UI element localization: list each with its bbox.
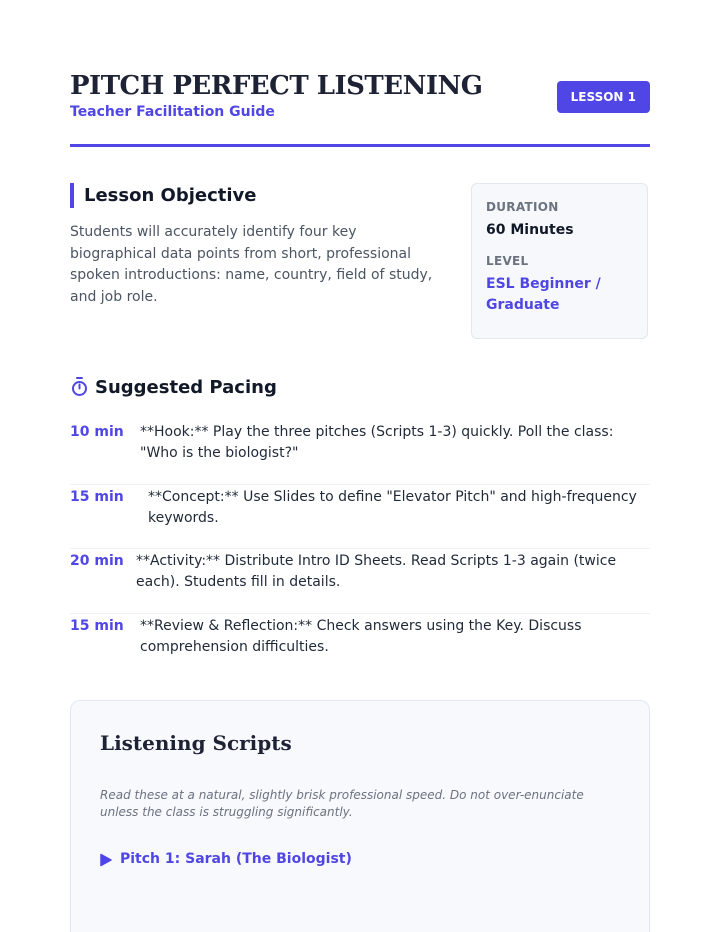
timer-icon — [70, 376, 89, 398]
level-label: LEVEL — [486, 254, 529, 268]
scripts-heading: Listening Scripts — [100, 731, 292, 755]
duration-label: DURATION — [486, 200, 559, 214]
pacing-time: 20 min — [70, 553, 124, 569]
page-header — [70, 70, 650, 120]
pacing-heading-row — [70, 376, 277, 398]
objective-text: Students will accurately identify four key biographical data points from short, professional spoken introductions: name, country, field of study, and job role. — [70, 224, 433, 305]
pitch-1-heading — [100, 851, 352, 867]
scripts-note: Read these at a natural, slightly brisk professional speed. Do not over-enunciate unless the class is struggling significantly. — [100, 788, 584, 819]
pacing-list — [70, 420, 650, 678]
pacing-row — [70, 485, 650, 550]
level-value: ESL Beginner / Graduate — [486, 276, 601, 313]
pacing-text: **Review & Reflection:** Check answers using the Key. Discuss comprehension difficulties. — [140, 617, 582, 655]
pacing-text: **Concept:** Use Slides to define "Elevator Pitch" and high-frequency keywords. — [148, 488, 637, 526]
pacing-time: 10 min — [70, 424, 124, 440]
play-icon — [100, 852, 112, 866]
objective-section — [70, 183, 440, 308]
pacing-text: **Hook:** Play the three pitches (Scripts 1-3) quickly. Poll the class: "Who is the biologist?" — [140, 424, 614, 461]
pitch-1-label: Pitch 1: Sarah (The Biologist) — [120, 851, 352, 867]
header-divider — [70, 144, 650, 147]
lesson-badge: LESSON 1 — [557, 81, 650, 113]
pacing-row — [70, 614, 650, 679]
listening-scripts-card — [70, 700, 650, 932]
objective-heading: Lesson Objective — [70, 183, 440, 208]
duration-value: 60 Minutes — [486, 222, 574, 238]
pacing-text: **Activity:** Distribute Intro ID Sheets. Read Scripts 1-3 again (twice each). Students fill in details. — [136, 553, 617, 590]
pacing-time: 15 min — [70, 488, 124, 505]
lesson-meta-card — [471, 183, 648, 339]
pacing-time: 15 min — [70, 617, 124, 634]
pacing-heading: Suggested Pacing — [95, 376, 277, 398]
page-title: PITCH PERFECT LISTENING — [70, 71, 483, 101]
pacing-row — [70, 549, 650, 614]
page-subtitle: Teacher Facilitation Guide — [70, 104, 275, 120]
pacing-row — [70, 420, 650, 485]
